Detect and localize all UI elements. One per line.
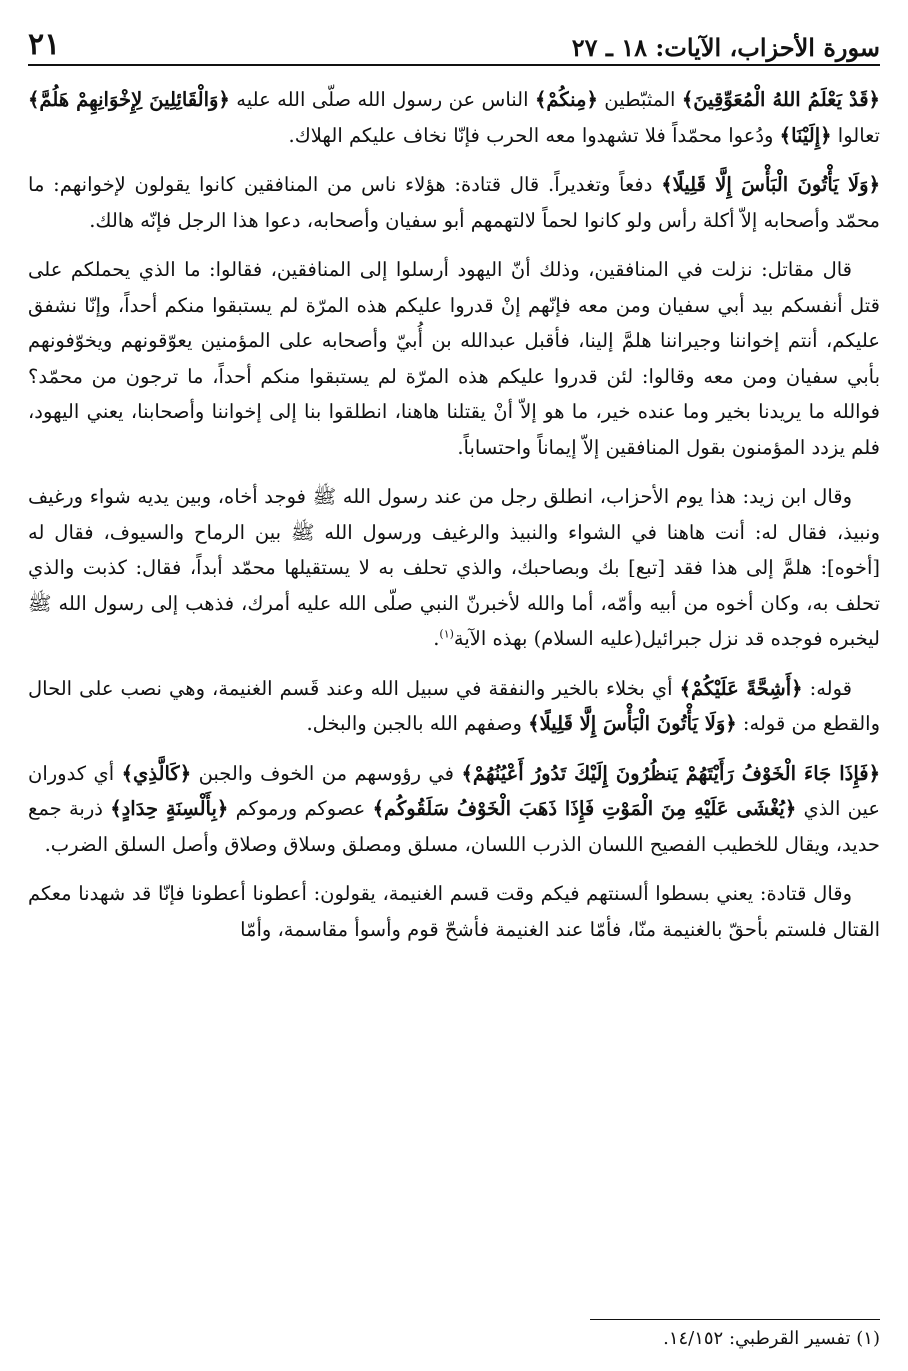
paragraph: [28, 252, 880, 465]
quran-verse: ﴿بِأَلْسِنَةٍ حِدَادٍ﴾: [110, 797, 229, 820]
quran-verse: ﴿كَالَّذِي﴾: [121, 761, 192, 785]
paragraph: [28, 756, 880, 863]
page-number: ٢١: [28, 27, 61, 62]
commentary-text: وصفهم الله بالجبن والبخل.: [306, 712, 529, 735]
quran-verse: ﴿أَشِحَّةً عَلَيْكُمْ﴾: [679, 676, 803, 700]
paragraph: [28, 167, 880, 238]
commentary-text: دفعاً وتغديراً. قال قتادة: هؤلاء ناس من المنافقين كانوا يقولون لإخوانهم: ما محمّد وأصحابه إلاّ أكلة رأس ولو كانوا لحماً لالتهمهم أبو سفيان وأصحابه، دعوا هذا الرجل فإنّه هالك.: [28, 173, 880, 232]
commentary-text: ودُعوا محمّداً فلا تشهدوا معه الحرب فإنّا نخاف عليكم الهلاك.: [288, 123, 780, 147]
surah-title: سورة الأحزاب، الآيات: ١٨ ـ ٢٧: [571, 33, 880, 62]
quran-verse: ﴿وَلَا يَأْتُونَ الْبَأْسَ إِلَّا قَلِيلًا﴾: [661, 173, 880, 196]
commentary-text: أي كدوران عين الذي: [28, 761, 880, 820]
paragraph: [28, 876, 880, 947]
page-header: [28, 14, 880, 66]
quran-verse: ﴿قَدْ يَعْلَمُ اللهُ الْمُعَوِّقِينَ﴾: [681, 88, 880, 111]
commentary-text: وقال ابن زيد: هذا يوم الأحزاب، انطلق رجل من عند رسول الله ﷺ فوجد أخاه، وبين يديه شواء ورغيف ونبيذ، فقال له: أنت هاهنا في الشواء والنبيذ والرغيف ورسول الله ﷺ بين الرماح والسيوف، فقال له [أخوه]: هلمَّ إلى هذا فقد [تبع] بك وبصاحبك، والذي تحلف به لا يستقيلها محمّد أبداً، فقال: كذبت والذي تحلف به، وكان أخوه من أبيه وأمّه، أما والله لأخبرنّ النبي صلّى الله عليه أمرك، فذهب إلى رسول الله ﷺ ليخبره فوجده قد نزل جبرائيل(عليه السلام) بهذه الآية: [28, 485, 880, 650]
commentary-text: ذربة جمع حديد، ويقال للخطيب الفصيح اللسان الذرب اللسان، مسلق ومصلق وسلاق وصلاق وأصل السلق الضرب.: [28, 797, 880, 856]
quran-verse: ﴿فَإِذَا جَاءَ الْخَوْفُ رَأَيْتَهُمْ يَنظُرُونَ إِلَيْكَ تَدُورُ أَعْيُنُهُمْ﴾: [461, 761, 881, 785]
body-text: [28, 82, 880, 947]
quran-verse: ﴿وَالْقَائِلِينَ لِإِخْوَانِهِمْ هَلُمَّ﴾: [28, 88, 230, 111]
commentary-text: أي بخلاء بالخير والنفقة في سبيل الله وعند قَسم الغنيمة، وهي نصب على الحال والقطع من قوله:: [28, 676, 880, 735]
quran-verse: ﴿إِلَيْنَا﴾: [779, 123, 832, 147]
commentary-text: الناس عن رسول الله صلّى الله عليه: [229, 88, 535, 111]
paragraph: [28, 82, 880, 153]
footnote-reference: (١): [439, 627, 454, 641]
footnote-divider: [590, 1319, 880, 1320]
quran-verse: ﴿وَلَا يَأْتُونَ الْبَأْسَ إِلَّا قَلِيلًا﴾: [528, 712, 737, 735]
quran-verse: ﴿مِنكُمْ﴾: [534, 88, 598, 111]
commentary-text: قال مقاتل: نزلت في المنافقين، وذلك أنّ اليهود أرسلوا إلى المنافقين، فقالوا: ما الذي يحملكم على قتل أنفسكم بيد أبي سفيان ومن معه فإنّهم إنْ قدروا عليكم هذه المرّة لم يستبقوا منكم أحداً، وإنّا نشفق عليكم، أنتم إخواننا وجيراننا هلمَّ إلينا، فأقبل عبدالله بن أُبيّ وأصحابه على المؤمنين يعوّقونهم ويخوّفونهم بأبي سفيان ومن معه وقالوا: لئن قدروا عليكم هذه المرّة لم يستبقوا منكم أحداً، ما ترجون من محمّد؟ فوالله ما يريدنا بخير وما عنده خير، ما هو إلاّ أنْ يقتلنا هاهنا، انطلقوا بنا إلى إخواننا وأصحابنا، يعني اليهود، فلم يزدد المؤمنون بقول المنافقين إلاّ إيماناً واحتساباً.: [28, 258, 880, 459]
commentary-text: قوله:: [802, 676, 852, 700]
commentary-text: تعالوا: [831, 123, 880, 147]
book-page: [28, 14, 880, 1354]
commentary-text: وقال قتادة: يعني بسطوا ألسنتهم فيكم وقت قسم الغنيمة، يقولون: أعطونا أعطونا فإنّا قد شهدنا معكم القتال فلستم بأحقّ بالغنيمة منّا، فأمّا عند الغنيمة فأشحّ قوم وأسوأ مقاسمة، وأمّا: [28, 882, 880, 941]
commentary-text: المثبّطين: [597, 88, 682, 111]
paragraph: [28, 479, 880, 657]
quran-verse: ﴿يُغْشَى عَلَيْهِ مِنَ الْمَوْتِ فَإِذَا ذَهَبَ الْخَوْفُ سَلَقُوكُم﴾: [372, 797, 797, 820]
footnote: (١) تفسير القرطبي: ١٤/١٥٢.: [663, 1328, 880, 1349]
paragraph: [28, 671, 880, 742]
commentary-text: في رؤوسهم من الخوف والجبن: [191, 761, 462, 785]
commentary-text: عصوكم ورموكم: [228, 797, 373, 820]
commentary-text: .: [433, 627, 440, 650]
